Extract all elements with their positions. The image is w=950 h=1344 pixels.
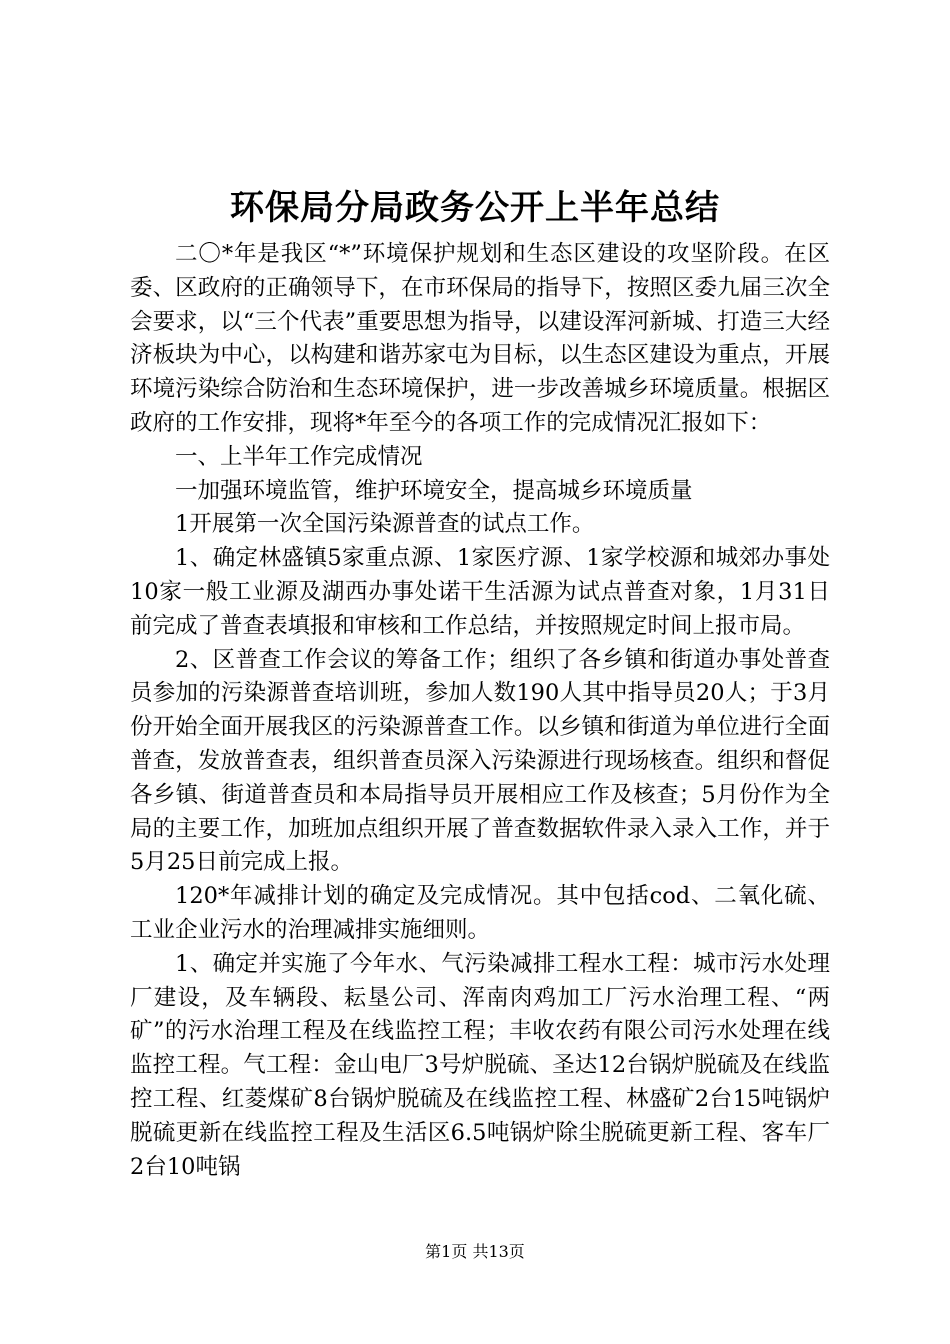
page-number-footer: 第1页 共13页: [425, 1242, 525, 1261]
paragraph: 2、区普查工作会议的筹备工作；组织了各乡镇和街道办事处普查员参加的污染源普查培训班，参加人数190人其中指导员20人；于3月份开始全面开展我区的污染源普查工作。以乡镇和街道为单位进行全面普查，发放普查表，组织普查员深入污染源进行现场核查。组织和督促各乡镇、街道普查员和本局指导员开展相应工作及核查；5月份作为全局的主要工作，加班加点组织开展了普查数据软件录入录入工作，并于5月25日前完成上报。: [130, 646, 830, 876]
paragraph: 120*年减排计划的确定及完成情况。其中包括cod、二氧化硫、工业企业污水的治理减排实施细则。: [130, 883, 830, 943]
document-title: 环保局分局政务公开上半年总结: [230, 188, 720, 228]
subsection-heading: 一加强环境监管，维护环境安全，提高城乡环境质量: [175, 477, 693, 504]
paragraph: 1、确定并实施了今年水、气污染减排工程水工程：城市污水处理厂建设，及车辆段、耘垦公司、浑南肉鸡加工厂污水治理工程、“两矿”的污水治理工程及在线监控工程；丰收农药有限公司污水处理在线监控工程。气工程：金山电厂3号炉脱硫、圣达12台锅炉脱硫及在线监控工程、红菱煤矿8台锅炉脱硫及在线监控工程、林盛矿2台15吨锅炉脱硫更新在线监控工程及生活区6.5吨锅炉除尘脱硫更新工程、客车厂2台10吨锅: [130, 950, 830, 1180]
paragraph: 1、确定林盛镇5家重点源、1家医疗源、1家学校源和城郊办事处10家一般工业源及湖西办事处诺干生活源为试点普查对象，1月31日前完成了普查表填报和审核和工作总结，并按照规定时间上报市局。: [130, 545, 830, 639]
item-heading: 1开展第一次全国污染源普查的试点工作。: [175, 511, 595, 538]
section-heading: 一、上半年工作完成情况: [175, 443, 423, 470]
paragraph: 二〇*年是我区“*”环境保护规划和生态区建设的攻坚阶段。在区委、区政府的正确领导下，在市环保局的指导下，按照区委九届三次全会要求，以“三个代表”重要思想为指导，以建设浑河新城、打造三大经济板块为中心，以构建和谐苏家屯为目标，以生态区建设为重点，开展环境污染综合防治和生态环境保护，进一步改善城乡环境质量。根据区政府的工作安排，现将*年至今的各项工作的完成情况汇报如下：: [130, 241, 830, 436]
document-body: [130, 238, 830, 1184]
